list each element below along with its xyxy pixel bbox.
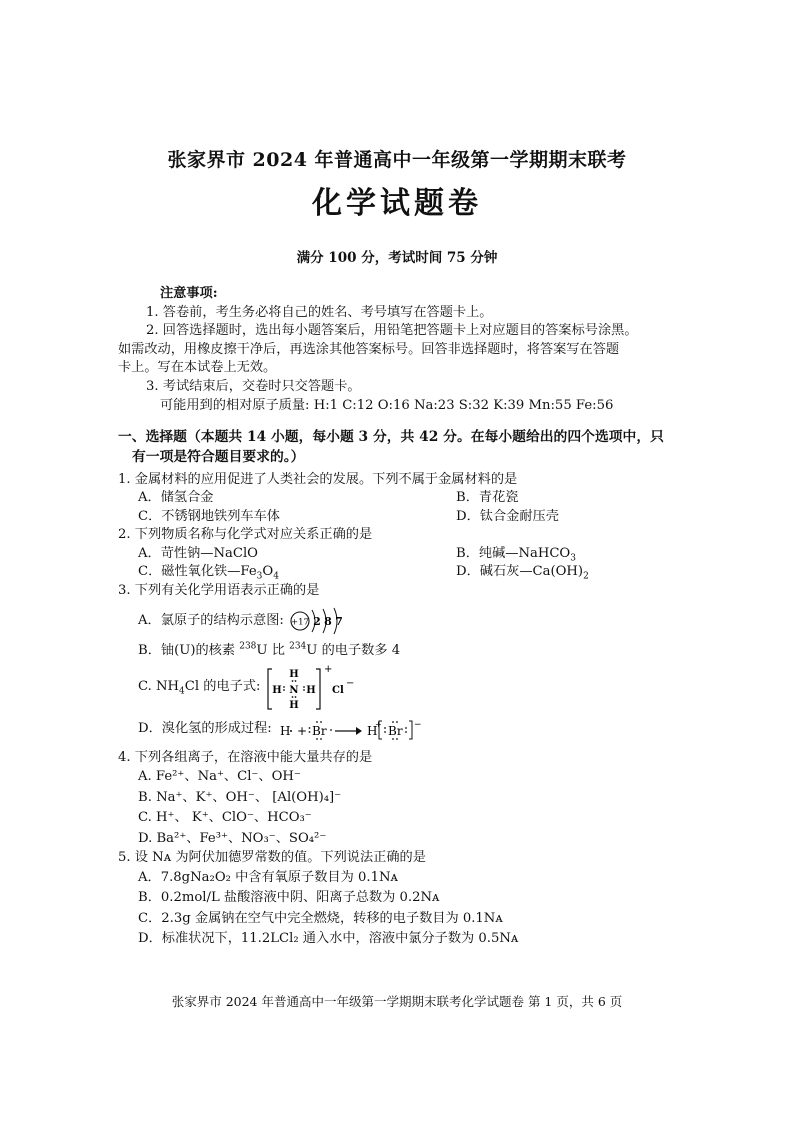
exam-title: 张家界市 2024 年普通高中一年级第一学期期末联考 xyxy=(167,149,627,171)
anion-charge: − xyxy=(346,677,355,689)
q1-option-d: D．钛合金耐压壳 xyxy=(456,508,559,524)
q3-option-d xyxy=(118,715,678,745)
n-center: N xyxy=(289,684,300,696)
h-atom: H xyxy=(279,723,291,738)
shell-count-3: 7 xyxy=(335,615,343,628)
cation-charge: + xyxy=(324,663,333,675)
chloride-symbol: Cl xyxy=(332,684,345,696)
hbr-formation-diagram xyxy=(278,717,428,743)
nh4cl-electron-formula xyxy=(266,663,356,713)
atomic-masses: 可能用到的相对原子质量: H:1 C:12 O:16 Na:23 S:32 K:39 Mn:55 Fe:56 xyxy=(160,398,614,413)
q3-option-c xyxy=(118,663,678,713)
q1-option-c: C．不锈钢地铁列车车体 xyxy=(138,508,280,524)
chlorine-atom-diagram xyxy=(288,604,358,638)
h-top: H xyxy=(289,668,300,680)
page-footer: 张家界市 2024 年普通高中一年级第一学期期末联考化学试题卷 第 1 页，共 6 页 xyxy=(171,994,623,1009)
q3-option-b: B．铀(U)的核素 $^{238}$U 比 $^{234}$U 的电子数多 4 xyxy=(138,641,401,658)
q4-option-a: A. Fe²⁺、Na⁺、Cl⁻、OH⁻ xyxy=(138,769,301,784)
question-2 xyxy=(118,526,678,582)
h-right: H xyxy=(306,684,317,696)
question-1 xyxy=(118,471,678,527)
h-ion-charge: + xyxy=(374,719,382,729)
exam-body xyxy=(118,285,678,950)
section-heading xyxy=(118,427,678,467)
br-ion-charge: − xyxy=(413,719,422,730)
notice-item-2: 2. 回答选择题时，选出每小题答案后，用铅笔把答题卡上对应题目的答案标号涂黑。 xyxy=(146,323,638,338)
q5-option-c: C．2.3g 金属钠在空气中完全燃烧，转移的电子数目为 0.1Nᴀ xyxy=(138,910,503,926)
notice-item-3: 3. 考试结束后，交卷时只交答题卡。 xyxy=(146,378,361,394)
question-3-stem: 3. 下列有关化学用语表示正确的是 xyxy=(118,582,320,598)
question-1-stem: 1. 金属材料的应用促进了人类社会的发展。下列不属于金属材料的是 xyxy=(118,471,518,487)
notice-item-2-cont2: 卡上。写在本试卷上无效。 xyxy=(118,360,277,375)
score-time-line: 满分 100 分，考试时间 75 分钟 xyxy=(296,250,498,266)
br-ion: Br xyxy=(387,723,403,738)
question-2-stem: 2. 下列物质名称与化学式对应关系正确的是 xyxy=(118,527,373,542)
q3-option-a xyxy=(118,604,678,638)
q4-option-d: D. Ba²⁺、Fe³⁺、NO₃⁻、SO₄²⁻ xyxy=(138,830,327,846)
h-bottom: H xyxy=(289,699,300,711)
q2-option-c: C．磁性氧化铁$—Fe_3O_4$ xyxy=(138,564,279,582)
shell-count-2: 8 xyxy=(324,615,332,628)
question-3 xyxy=(118,582,678,745)
shell-count-1: 2 xyxy=(313,615,321,628)
notice-item-2-cont: 如需改动，用橡皮擦干净后，再选涂其他答案标号。回答非选择题时，将答案写在答题 xyxy=(118,341,620,357)
section-heading-line1: 一、选择题（本题共 14 小题，每小题 3 分，共 42 分。在每小题给出的四个选项中，只 xyxy=(118,428,664,445)
question-4 xyxy=(118,749,678,850)
q2-option-a: A．苛性钠—NaClO xyxy=(138,545,258,561)
q5-option-a: A．7.8gNa₂O₂ 中含有氧原子数目为 0.1Nᴀ xyxy=(138,869,398,885)
exam-subject-title: 化学试题卷 xyxy=(312,186,482,221)
plus-sign: + xyxy=(296,723,307,738)
q2-option-d: D．碱石灰$—Ca(OH)_2$ xyxy=(456,564,589,582)
question-5-stem: 5. 设 Nᴀ 为阿伏加德罗常数的值。下列说法正确的是 xyxy=(118,850,426,865)
q3-option-a-label: A．氯原子的结构示意图: xyxy=(138,612,284,628)
q4-option-b: B. Na⁺、K⁺、OH⁻、 [Al(OH)₄]⁻ xyxy=(138,789,342,805)
question-4-stem: 4. 下列各组离子，在溶液中能大量共存的是 xyxy=(118,749,373,765)
reaction-arrow-head xyxy=(356,727,362,735)
nucleus-charge: +17 xyxy=(290,617,309,628)
h-ion: H xyxy=(366,723,378,738)
notice-heading: 注意事项: xyxy=(160,286,218,301)
h-left: H xyxy=(272,684,283,696)
q1-option-b: B．青花瓷 xyxy=(456,490,519,505)
br-atom: Br xyxy=(311,723,327,738)
q2-option-b: B．纯碱—NaHCO$_3$ xyxy=(456,545,576,564)
q5-option-d: D．标准状况下，11.2LCl₂ 通入水中，溶液中氯分子数为 0.5Nᴀ xyxy=(138,931,519,946)
notice-item-1: 1. 答卷前，考生务必将自己的姓名、考号填写在答题卡上。 xyxy=(146,304,493,320)
q3-option-d-label: D．溴化氢的形成过程: xyxy=(138,721,272,737)
q4-option-c: C. H⁺、 K⁺、ClO⁻、HCO₃⁻ xyxy=(138,810,312,825)
q5-option-b: B．0.2mol/L 盐酸溶液中阴、阳离子总数为 0.2Nᴀ xyxy=(138,890,440,905)
q1-option-a: A．储氢合金 xyxy=(138,490,214,505)
question-5 xyxy=(118,849,678,950)
right-bracket xyxy=(316,669,320,709)
section-heading-line2: 有一项是符合题目要求的。） xyxy=(132,448,305,465)
q3-option-c-label: C. $NH_4Cl$ 的电子式: xyxy=(138,679,261,697)
